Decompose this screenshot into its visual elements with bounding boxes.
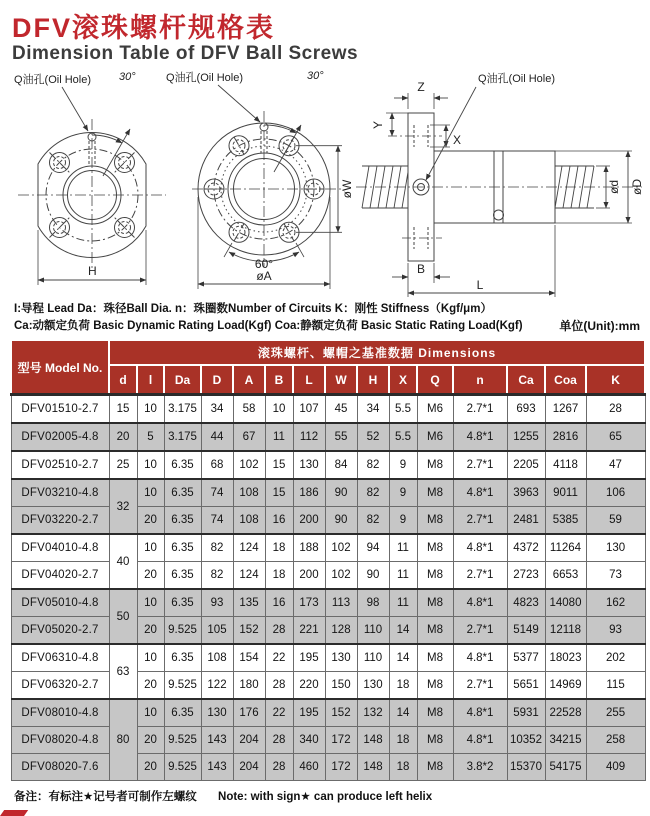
side-dia-d-label: ød [607, 180, 621, 195]
cell-Q: M8 [417, 617, 453, 645]
cell-l: 10 [137, 451, 164, 479]
cell-H: 52 [357, 423, 389, 451]
cell-Q: M6 [417, 395, 453, 424]
cell-Ca: 5149 [507, 617, 545, 645]
cell-X: 14 [389, 699, 417, 727]
cell-B: 28 [265, 672, 293, 700]
cell-D: 143 [201, 754, 233, 781]
legend-line-2: Ca:动额定负荷 Basic Dynamic Rating Load(Kgf) Coa:静额定负荷 Basic Static Rating Load(Kgf) [14, 319, 523, 332]
cell-B: 28 [265, 754, 293, 781]
col-header-L: L [293, 365, 325, 395]
cell-B: 28 [265, 617, 293, 645]
cell-Coa: 9011 [545, 479, 586, 507]
table-row [11, 754, 645, 781]
cell-n: 4.8*1 [453, 727, 507, 754]
cell-L: 112 [293, 423, 325, 451]
cell-H: 82 [357, 451, 389, 479]
col-header-d: d [109, 365, 137, 395]
col-header-Q: Q [417, 365, 453, 395]
flange-dia-a-label: øA [256, 269, 272, 284]
cell-B: 16 [265, 589, 293, 617]
cell-A: 108 [233, 479, 265, 507]
cell-D: 122 [201, 672, 233, 700]
cell-model: DFV08020-7.6 [11, 754, 109, 781]
spec-table [10, 339, 646, 781]
cell-A: 58 [233, 395, 265, 424]
cell-W: 90 [325, 479, 357, 507]
footer-note-zh: 备注：有标注★记号者可制作左螺纹 [14, 791, 197, 804]
cell-W: 113 [325, 589, 357, 617]
cell-K: 73 [586, 562, 645, 590]
cell-Da: 6.35 [164, 644, 201, 672]
cell-Coa: 22528 [545, 699, 586, 727]
cell-Da: 6.35 [164, 562, 201, 590]
cell-model: DFV03220-2.7 [11, 507, 109, 535]
cell-D: 105 [201, 617, 233, 645]
cell-Ca: 2481 [507, 507, 545, 535]
cell-Q: M8 [417, 534, 453, 562]
table-row [11, 507, 645, 535]
cell-n: 2.7*1 [453, 562, 507, 590]
cell-Q: M8 [417, 451, 453, 479]
cell-K: 409 [586, 754, 645, 781]
cell-A: 180 [233, 672, 265, 700]
cell-W: 55 [325, 423, 357, 451]
side-oil-hole-label: Q油孔(Oil Hole) [478, 73, 556, 86]
col-header-X: X [389, 365, 417, 395]
cell-K: 202 [586, 644, 645, 672]
cell-Da: 3.175 [164, 395, 201, 424]
cell-K: 47 [586, 451, 645, 479]
model-no-header: 型号 Model No. [11, 340, 109, 395]
cell-Da: 9.525 [164, 727, 201, 754]
cell-A: 176 [233, 699, 265, 727]
cell-model: DFV05020-2.7 [11, 617, 109, 645]
flange-dia-w-label: øW [340, 180, 354, 199]
cell-Ca: 5651 [507, 672, 545, 700]
cell-n: 4.8*1 [453, 534, 507, 562]
cell-model: DFV04010-4.8 [11, 534, 109, 562]
cell-A: 204 [233, 727, 265, 754]
cell-B: 10 [265, 395, 293, 424]
cell-Coa: 5385 [545, 507, 586, 535]
cell-Coa: 1267 [545, 395, 586, 424]
cell-X: 18 [389, 727, 417, 754]
cell-A: 204 [233, 754, 265, 781]
col-header-B: B [265, 365, 293, 395]
cell-model: DFV04020-2.7 [11, 562, 109, 590]
cell-model: DFV06320-2.7 [11, 672, 109, 700]
cell-model: DFV03210-4.8 [11, 479, 109, 507]
cell-X: 11 [389, 562, 417, 590]
side-dim-b-label: B [416, 262, 426, 277]
cell-Da: 9.525 [164, 754, 201, 781]
cell-l: 20 [137, 727, 164, 754]
table-row [11, 451, 645, 479]
cell-Coa: 18023 [545, 644, 586, 672]
cell-model: DFV02510-2.7 [11, 451, 109, 479]
flange-angle-30-label: 30° [307, 70, 324, 83]
cell-K: 255 [586, 699, 645, 727]
cell-D: 68 [201, 451, 233, 479]
cell-A: 108 [233, 507, 265, 535]
cell-n: 3.8*2 [453, 754, 507, 781]
cell-D: 82 [201, 534, 233, 562]
cell-A: 102 [233, 451, 265, 479]
cell-l: 10 [137, 534, 164, 562]
cell-n: 4.8*1 [453, 479, 507, 507]
cell-l: 10 [137, 699, 164, 727]
col-header-n: n [453, 365, 507, 395]
cell-L: 186 [293, 479, 325, 507]
cell-W: 130 [325, 644, 357, 672]
page-title: DFV滚珠螺杆规格表 [12, 13, 275, 43]
cell-L: 107 [293, 395, 325, 424]
cell-H: 132 [357, 699, 389, 727]
side-dia-bigd-label: øD [630, 179, 644, 196]
col-header-K: K [586, 365, 645, 395]
cell-D: 34 [201, 395, 233, 424]
footer-note [14, 788, 642, 804]
cell-Q: M8 [417, 589, 453, 617]
cell-K: 65 [586, 423, 645, 451]
cell-L: 460 [293, 754, 325, 781]
cell-L: 200 [293, 562, 325, 590]
cell-Coa: 6653 [545, 562, 586, 590]
table-row [11, 395, 645, 424]
cell-X: 9 [389, 507, 417, 535]
cell-L: 195 [293, 644, 325, 672]
cell-Ca: 5377 [507, 644, 545, 672]
cell-d: 20 [109, 423, 137, 451]
cell-model: DFV08020-4.8 [11, 727, 109, 754]
cell-Da: 6.35 [164, 451, 201, 479]
cell-Q: M8 [417, 644, 453, 672]
cell-H: 148 [357, 754, 389, 781]
cell-Ca: 15370 [507, 754, 545, 781]
cell-Da: 6.35 [164, 699, 201, 727]
cell-D: 44 [201, 423, 233, 451]
cell-d: 40 [109, 534, 137, 589]
flange-angle-60-label: 60° [254, 257, 274, 272]
cell-X: 9 [389, 479, 417, 507]
cell-D: 130 [201, 699, 233, 727]
cell-L: 220 [293, 672, 325, 700]
cell-W: 45 [325, 395, 357, 424]
cell-H: 82 [357, 479, 389, 507]
cell-A: 67 [233, 423, 265, 451]
cell-Ca: 5931 [507, 699, 545, 727]
front-view-drawing [18, 87, 166, 285]
cell-H: 94 [357, 534, 389, 562]
cell-H: 148 [357, 727, 389, 754]
col-header-Ca: Ca [507, 365, 545, 395]
cell-H: 110 [357, 644, 389, 672]
cell-Q: M8 [417, 727, 453, 754]
cell-Q: M8 [417, 754, 453, 781]
cell-n: 4.8*1 [453, 644, 507, 672]
cell-H: 98 [357, 589, 389, 617]
cell-H: 90 [357, 562, 389, 590]
cell-X: 14 [389, 617, 417, 645]
cell-Q: M8 [417, 699, 453, 727]
cell-l: 10 [137, 395, 164, 424]
cell-l: 10 [137, 644, 164, 672]
table-row [11, 562, 645, 590]
cell-L: 340 [293, 727, 325, 754]
cell-Da: 9.525 [164, 617, 201, 645]
cell-B: 18 [265, 534, 293, 562]
cell-model: DFV05010-4.8 [11, 589, 109, 617]
cell-Ca: 2205 [507, 451, 545, 479]
cell-n: 4.8*1 [453, 589, 507, 617]
col-header-l: l [137, 365, 164, 395]
table-row [11, 672, 645, 700]
cell-H: 82 [357, 507, 389, 535]
cell-X: 9 [389, 451, 417, 479]
cell-n: 2.7*1 [453, 451, 507, 479]
side-view-drawing [356, 87, 642, 297]
cell-l: 10 [137, 589, 164, 617]
col-header-W: W [325, 365, 357, 395]
cell-K: 106 [586, 479, 645, 507]
cell-l: 5 [137, 423, 164, 451]
cell-W: 150 [325, 672, 357, 700]
front-dim-h-label: H [88, 264, 97, 279]
cell-D: 74 [201, 507, 233, 535]
cell-D: 93 [201, 589, 233, 617]
cell-K: 258 [586, 727, 645, 754]
cell-d: 50 [109, 589, 137, 644]
cell-B: 16 [265, 507, 293, 535]
cell-l: 20 [137, 562, 164, 590]
side-dim-y-label: Y [371, 121, 385, 130]
cell-Q: M6 [417, 423, 453, 451]
col-header-Coa: Coa [545, 365, 586, 395]
flange-oil-hole-label: Q油孔(Oil Hole) [166, 72, 244, 85]
legend-line-1: I:导程 Lead Da：珠径Ball Dia. n：珠圈数Number of Circuits K：刚性 Stiffness（Kgf/μm） [14, 303, 492, 316]
col-header-A: A [233, 365, 265, 395]
cell-model: DFV01510-2.7 [11, 395, 109, 424]
cell-Coa: 54175 [545, 754, 586, 781]
cell-n: 2.7*1 [453, 672, 507, 700]
cell-Q: M8 [417, 562, 453, 590]
cell-d: 15 [109, 395, 137, 424]
cell-B: 22 [265, 644, 293, 672]
dimensions-header: 滚珠螺杆、螺帽之基准数据 Dimensions [109, 340, 645, 365]
cell-W: 102 [325, 534, 357, 562]
cell-Da: 9.525 [164, 672, 201, 700]
cell-D: 82 [201, 562, 233, 590]
cell-Ca: 693 [507, 395, 545, 424]
cell-X: 14 [389, 644, 417, 672]
cell-n: 2.7*1 [453, 395, 507, 424]
cell-H: 130 [357, 672, 389, 700]
cell-Coa: 12118 [545, 617, 586, 645]
corner-mark [0, 810, 28, 816]
cell-X: 5.5 [389, 423, 417, 451]
cell-H: 34 [357, 395, 389, 424]
cell-n: 4.8*1 [453, 423, 507, 451]
cell-model: DFV08010-4.8 [11, 699, 109, 727]
cell-Q: M8 [417, 672, 453, 700]
cell-l: 20 [137, 672, 164, 700]
cell-K: 130 [586, 534, 645, 562]
cell-Coa: 4118 [545, 451, 586, 479]
technical-drawings [10, 67, 644, 300]
cell-Ca: 10352 [507, 727, 545, 754]
cell-K: 28 [586, 395, 645, 424]
cell-A: 124 [233, 562, 265, 590]
table-row [11, 699, 645, 727]
cell-H: 110 [357, 617, 389, 645]
cell-A: 152 [233, 617, 265, 645]
cell-Q: M8 [417, 479, 453, 507]
cell-Coa: 11264 [545, 534, 586, 562]
side-dim-z-label: Z [417, 80, 425, 95]
cell-W: 90 [325, 507, 357, 535]
front-angle-30-label: 30° [119, 71, 136, 84]
cell-B: 18 [265, 562, 293, 590]
cell-L: 188 [293, 534, 325, 562]
cell-W: 84 [325, 451, 357, 479]
side-dim-x-label: X [453, 133, 462, 148]
cell-W: 172 [325, 754, 357, 781]
cell-Coa: 2816 [545, 423, 586, 451]
cell-l: 20 [137, 507, 164, 535]
cell-Coa: 34215 [545, 727, 586, 754]
cell-Da: 6.35 [164, 479, 201, 507]
cell-D: 143 [201, 727, 233, 754]
cell-B: 28 [265, 727, 293, 754]
cell-Coa: 14969 [545, 672, 586, 700]
cell-K: 59 [586, 507, 645, 535]
cell-Q: M8 [417, 507, 453, 535]
col-header-H: H [357, 365, 389, 395]
cell-Da: 3.175 [164, 423, 201, 451]
cell-d: 63 [109, 644, 137, 699]
cell-Ca: 3963 [507, 479, 545, 507]
cell-A: 135 [233, 589, 265, 617]
cell-d: 80 [109, 699, 137, 781]
table-row [11, 479, 645, 507]
cell-Ca: 2723 [507, 562, 545, 590]
cell-Da: 6.35 [164, 589, 201, 617]
cell-Ca: 4372 [507, 534, 545, 562]
cell-Da: 6.35 [164, 507, 201, 535]
cell-d: 32 [109, 479, 137, 534]
legend [14, 302, 640, 334]
table-row [11, 727, 645, 754]
cell-X: 18 [389, 672, 417, 700]
cell-Coa: 14080 [545, 589, 586, 617]
cell-L: 173 [293, 589, 325, 617]
front-oil-hole-label: Q油孔(Oil Hole) [14, 74, 92, 87]
table-row [11, 534, 645, 562]
cell-n: 4.8*1 [453, 699, 507, 727]
table-row [11, 423, 645, 451]
cell-K: 93 [586, 617, 645, 645]
cell-K: 162 [586, 589, 645, 617]
cell-B: 22 [265, 699, 293, 727]
cell-d: 25 [109, 451, 137, 479]
cell-W: 128 [325, 617, 357, 645]
table-header [11, 340, 645, 395]
cell-A: 154 [233, 644, 265, 672]
cell-n: 2.7*1 [453, 507, 507, 535]
table-row [11, 644, 645, 672]
cell-X: 18 [389, 754, 417, 781]
cell-model: DFV06310-4.8 [11, 644, 109, 672]
side-dim-l-label: L [476, 278, 484, 293]
cell-L: 130 [293, 451, 325, 479]
cell-l: 20 [137, 617, 164, 645]
table-body [11, 395, 645, 781]
cell-model: DFV02005-4.8 [11, 423, 109, 451]
cell-A: 124 [233, 534, 265, 562]
cell-D: 74 [201, 479, 233, 507]
cell-Ca: 1255 [507, 423, 545, 451]
cell-L: 200 [293, 507, 325, 535]
cell-K: 115 [586, 672, 645, 700]
col-header-Da: Da [164, 365, 201, 395]
cell-X: 11 [389, 534, 417, 562]
cell-L: 195 [293, 699, 325, 727]
cell-X: 5.5 [389, 395, 417, 424]
cell-B: 15 [265, 451, 293, 479]
footer-note-en: Note: with sign★ can produce left helix [218, 791, 433, 804]
cell-L: 221 [293, 617, 325, 645]
cell-X: 11 [389, 589, 417, 617]
unit-label: 单位(Unit):mm [559, 318, 640, 333]
cell-n: 2.7*1 [453, 617, 507, 645]
cell-Ca: 4823 [507, 589, 545, 617]
cell-Da: 6.35 [164, 534, 201, 562]
cell-W: 172 [325, 727, 357, 754]
cell-D: 108 [201, 644, 233, 672]
cell-B: 11 [265, 423, 293, 451]
table-row [11, 589, 645, 617]
table-row [11, 617, 645, 645]
col-header-D: D [201, 365, 233, 395]
cell-W: 102 [325, 562, 357, 590]
cell-l: 10 [137, 479, 164, 507]
page-subtitle: Dimension Table of DFV Ball Screws [12, 43, 359, 65]
cell-W: 152 [325, 699, 357, 727]
cell-l: 20 [137, 754, 164, 781]
cell-B: 15 [265, 479, 293, 507]
